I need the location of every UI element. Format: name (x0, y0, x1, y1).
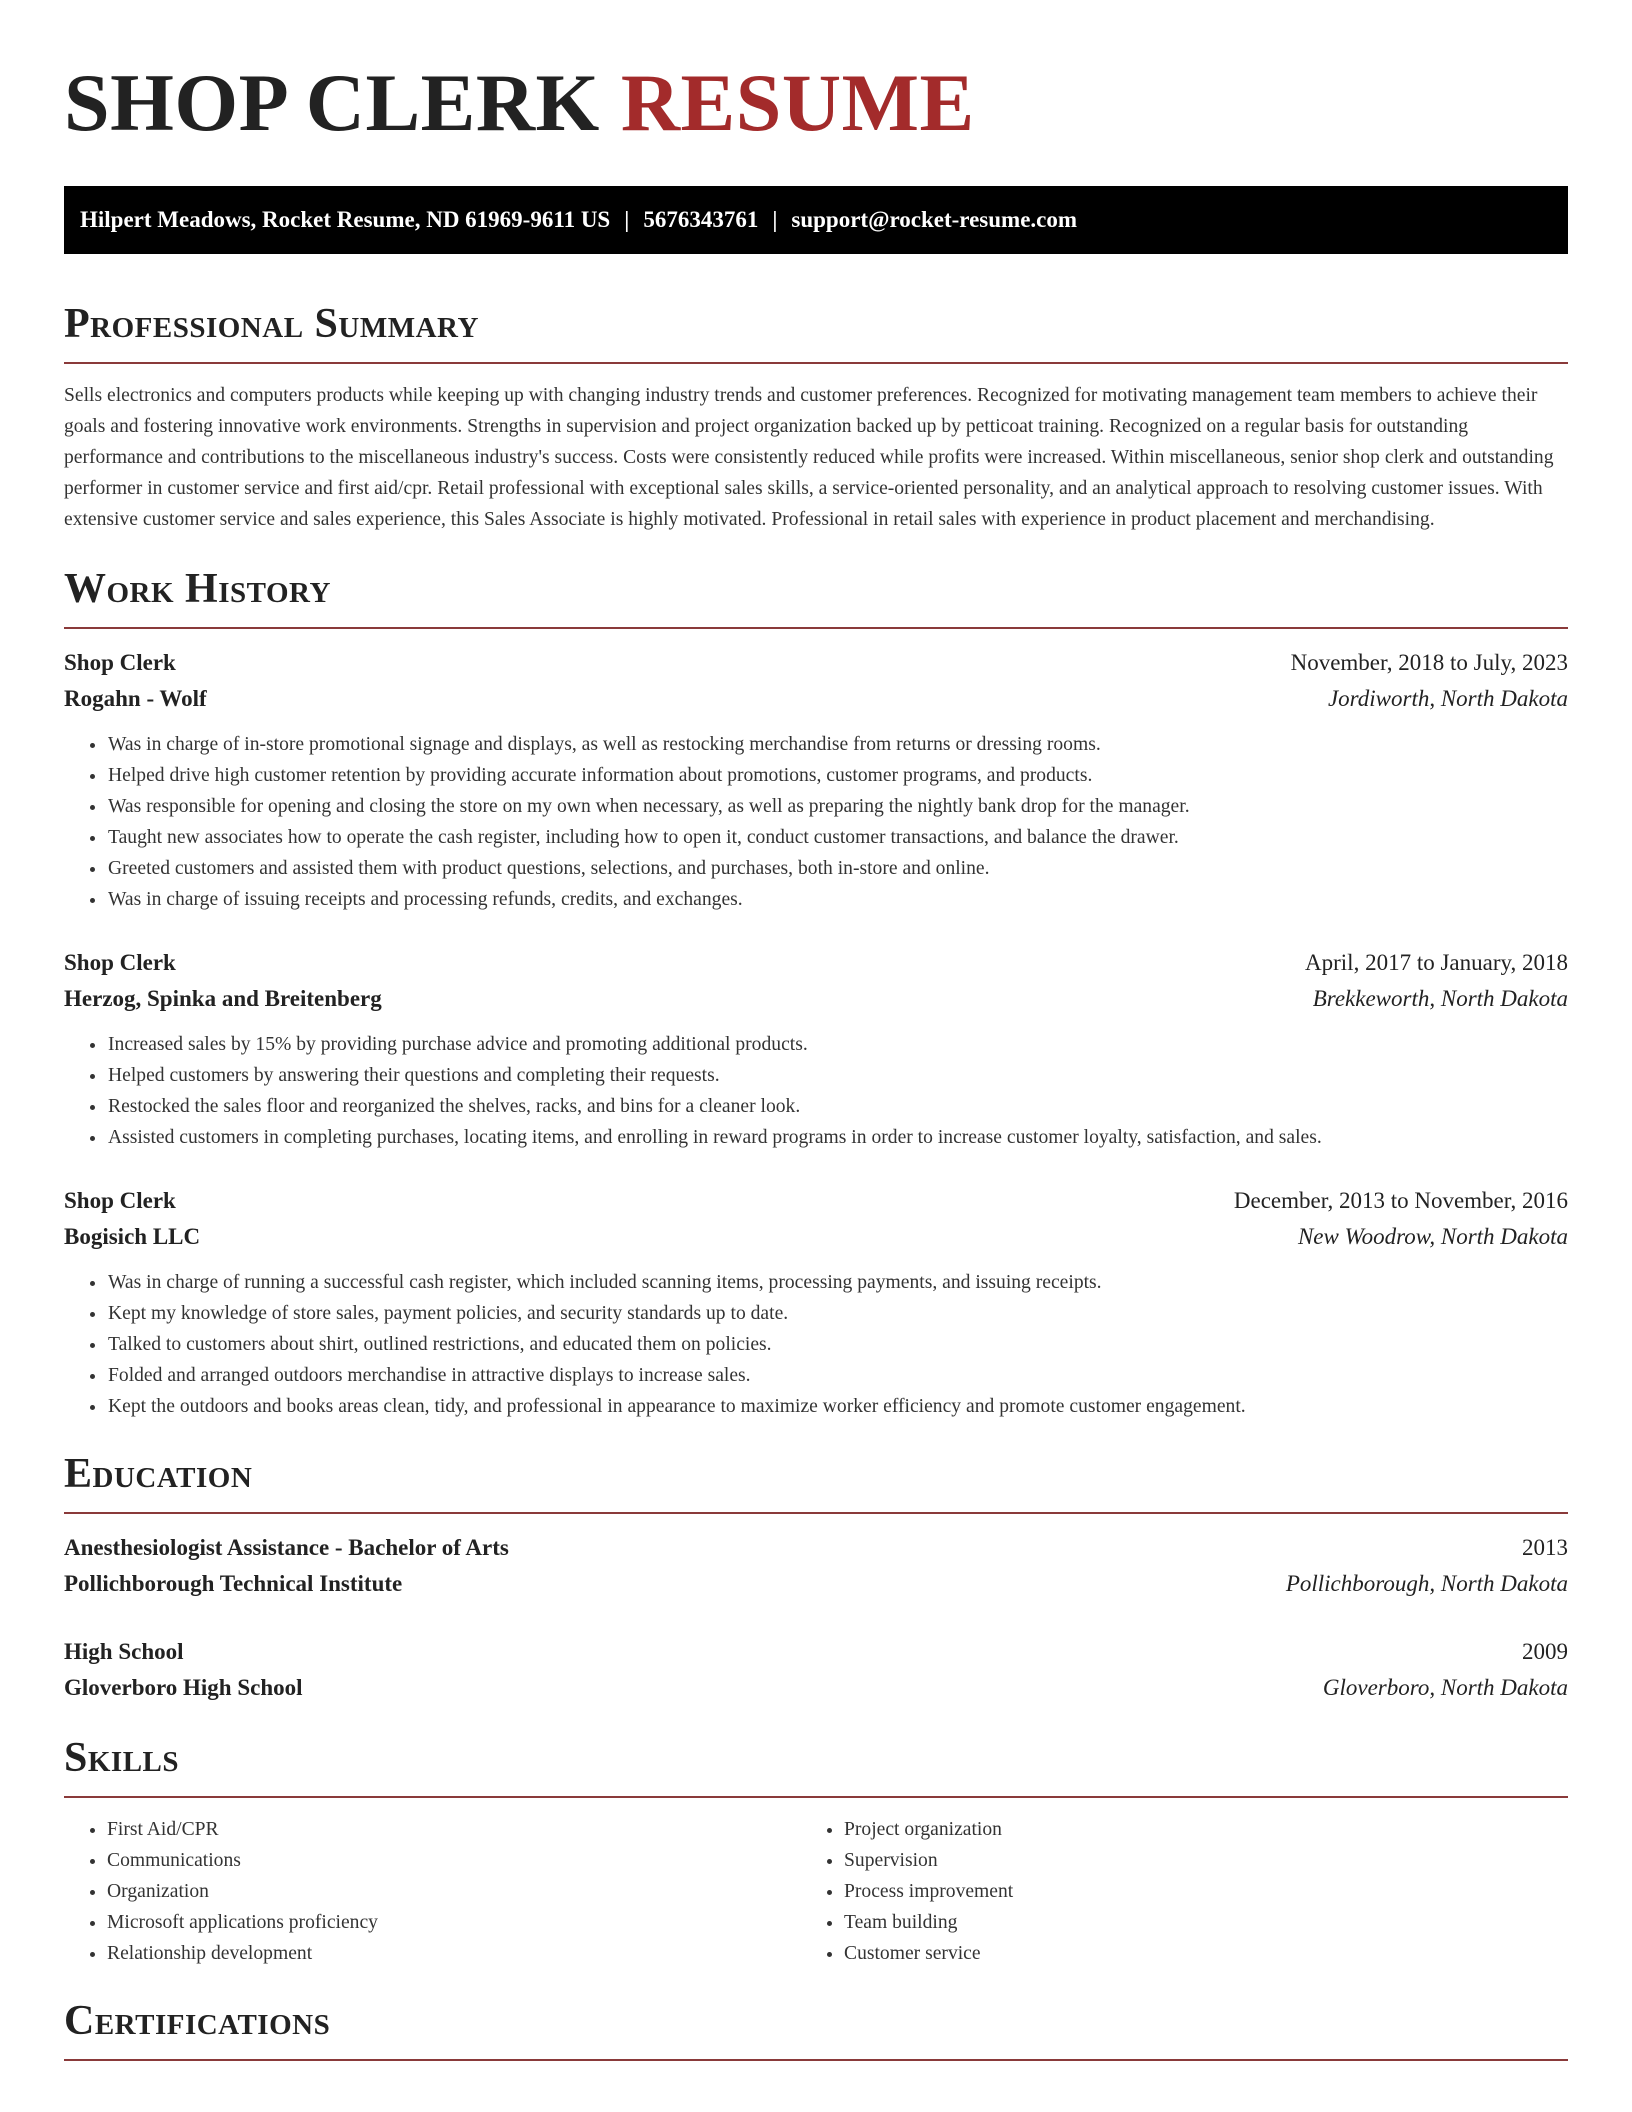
skills-list (64, 1814, 1568, 1969)
education-degree: High School (64, 1639, 184, 1664)
list-item: • Talked to customers about shirt, outlined restrictions, and educated them on policies. (107, 1329, 1568, 1360)
list-item: • Customer service (844, 1938, 1538, 1969)
job-location: Brekkeworth, North Dakota (1312, 986, 1568, 1011)
section-divider (64, 627, 1568, 629)
job-entry (64, 1183, 1568, 1422)
certifications-heading: Certifications (64, 1998, 331, 2044)
education-entry (64, 1530, 1568, 1602)
list-item: • Kept the outdoors and books areas clean, tidy, and professional in appearance to maximize worker efficiency and promote customer engagement. (107, 1391, 1568, 1422)
list-item: • Process improvement (844, 1876, 1538, 1907)
list-item: • Microsoft applications proficiency (107, 1907, 801, 1938)
education-section (64, 1448, 1568, 1706)
job-title: Shop Clerk (64, 950, 176, 975)
section-divider (64, 362, 1568, 364)
list-item: • Was in charge of in-store promotional signage and displays, as well as restocking merchandise from returns or dressing rooms. (107, 729, 1568, 760)
list-item: • Restocked the sales floor and reorganized the shelves, racks, and bins for a cleaner look. (107, 1091, 1568, 1122)
contact-separator: | (772, 207, 778, 232)
section-divider (64, 1796, 1568, 1798)
title-accent: RESUME (620, 57, 975, 148)
summary-section (64, 298, 1568, 535)
education-header-row (64, 1634, 1568, 1670)
certifications-section (64, 1995, 1568, 2061)
job-header-row (64, 945, 1568, 981)
list-item: • Increased sales by 15% by providing purchase advice and promoting additional products. (107, 1029, 1568, 1060)
contact-bar (64, 186, 1568, 254)
job-bullets (64, 1267, 1568, 1422)
education-school: Pollichborough Technical Institute (64, 1571, 403, 1596)
section-divider (64, 1512, 1568, 1514)
job-header-row (64, 1183, 1568, 1219)
list-item: • Organization (107, 1876, 801, 1907)
education-school: Gloverboro High School (64, 1675, 303, 1700)
contact-email[interactable]: support@rocket-resume.com (791, 207, 1078, 232)
resume-title (64, 0, 1568, 148)
skills-column-right (801, 1814, 1538, 1969)
education-location: Pollichborough, North Dakota (1285, 1571, 1568, 1596)
job-dates: November, 2018 to July, 2023 (1290, 650, 1568, 675)
contact-separator: | (624, 207, 630, 232)
job-location: New Woodrow, North Dakota (1297, 1224, 1568, 1249)
job-dates: April, 2017 to January, 2018 (1305, 950, 1568, 975)
job-title: Shop Clerk (64, 1188, 176, 1213)
job-bullets (64, 729, 1568, 915)
summary-heading: Professional Summary (64, 301, 479, 347)
job-bullets (64, 1029, 1568, 1153)
list-item: • Taught new associates how to operate the cash register, including how to open it, conduct customer transactions, and balance the drawer. (107, 822, 1568, 853)
list-item: • Was in charge of issuing receipts and processing refunds, credits, and exchanges. (107, 884, 1568, 915)
title-main: SHOP CLERK (64, 57, 600, 148)
contact-address: Hilpert Meadows, Rocket Resume, ND 61969-9611 US (80, 207, 611, 232)
job-company: Herzog, Spinka and Breitenberg (64, 986, 382, 1011)
job-company-row (64, 981, 1568, 1017)
job-header-row (64, 645, 1568, 681)
list-item: • Was responsible for opening and closing the store on my own when necessary, as well as preparing the nightly bank drop for the manager. (107, 791, 1568, 822)
skills-column-left (64, 1814, 801, 1969)
education-school-row (64, 1670, 1568, 1706)
job-entry (64, 645, 1568, 915)
summary-text: Sells electronics and computers products while keeping up with changing industry trends and customer preferences. Recognized for motivating management team members to achieve their goals and fostering innovative work environments. Strengths in supervision and project organization backed up by petticoat training. Recognized on a regular basis for outstanding performance and contributions to the miscellaneous industry's success. Costs were consistently reduced while profits were increased. Within miscellaneous, senior shop clerk and outstanding performer in customer service and first aid/cpr. Retail professional with exceptional sales skills, a service-oriented personality, and an analytical approach to resolving customer issues. With extensive customer service and sales experience, this Sales Associate is highly motivated. Professional in retail sales with experience in product placement and merchandising. (64, 385, 1554, 530)
list-item: • Helped drive high customer retention by providing accurate information about promotions, customer programs, and products. (107, 760, 1568, 791)
contact-phone[interactable]: 5676343761 (643, 207, 759, 232)
skills-section (64, 1732, 1568, 1969)
list-item: • Communications (107, 1845, 801, 1876)
skills-heading: Skills (64, 1735, 180, 1781)
list-item: • Project organization (844, 1814, 1538, 1845)
education-year: 2009 (1522, 1639, 1568, 1664)
list-item: • Supervision (844, 1845, 1538, 1876)
education-school-row (64, 1566, 1568, 1602)
education-location: Gloverboro, North Dakota (1322, 1675, 1568, 1700)
job-entry (64, 945, 1568, 1153)
job-company-row (64, 1219, 1568, 1255)
job-company: Bogisich LLC (64, 1224, 201, 1249)
work-heading: Work History (64, 566, 331, 612)
education-heading: Education (64, 1451, 253, 1497)
list-item: • Relationship development (107, 1938, 801, 1969)
list-item: • Greeted customers and assisted them with product questions, selections, and purchases, both in-store and online. (107, 853, 1568, 884)
job-company: Rogahn - Wolf (64, 686, 207, 711)
list-item: • Team building (844, 1907, 1538, 1938)
education-entry (64, 1634, 1568, 1706)
job-company-row (64, 681, 1568, 717)
list-item: • Was in charge of running a successful cash register, which included scanning items, processing payments, and issuing receipts. (107, 1267, 1568, 1298)
education-degree: Anesthesiologist Assistance - Bachelor of Arts (64, 1535, 509, 1560)
work-section (64, 563, 1568, 1422)
section-divider (64, 2059, 1568, 2061)
list-item: • Helped customers by answering their questions and completing their requests. (107, 1060, 1568, 1091)
job-location: Jordiworth, North Dakota (1327, 686, 1568, 711)
job-dates: December, 2013 to November, 2016 (1233, 1188, 1568, 1213)
list-item: • Folded and arranged outdoors merchandise in attractive displays to increase sales. (107, 1360, 1568, 1391)
list-item: • Assisted customers in completing purchases, locating items, and enrolling in reward programs in order to increase customer loyalty, satisfaction, and sales. (107, 1122, 1568, 1153)
job-title: Shop Clerk (64, 650, 176, 675)
education-year: 2013 (1522, 1535, 1568, 1560)
list-item: • Kept my knowledge of store sales, payment policies, and security standards up to date. (107, 1298, 1568, 1329)
education-header-row (64, 1530, 1568, 1566)
list-item: • First Aid/CPR (107, 1814, 801, 1845)
